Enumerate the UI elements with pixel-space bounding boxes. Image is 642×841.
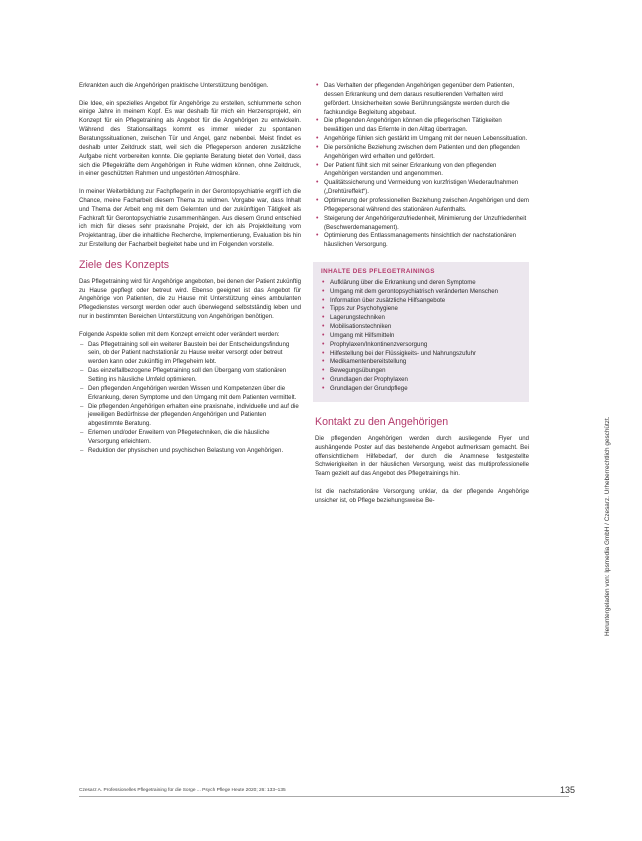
list-item: – Reduktion der physischen und psychischen Belastung von Angehörigen.: [79, 447, 301, 456]
list-item: • Medikamentenbereitstellung: [321, 358, 525, 367]
list-item: • Aufklärung über die Erkrankung und deren Symptome: [321, 279, 525, 288]
list-item: • Grundlagen der Grundpflege: [321, 385, 525, 394]
list-item: • Angehörige fühlen sich gestärkt im Umgang mit der neuen Lebenssituation.: [315, 135, 529, 144]
paragraph: Ist die nachstationäre Versorgung unklar, da der pflegende Angehörige unsicher ist, ob Pflege beziehungsweise Be-: [315, 487, 529, 504]
download-note: Heruntergeladen von: Ipsmedia GmbH / Czesarz. Urheberrechtlich geschützt.: [604, 416, 611, 636]
list-item: • Das Verhalten der pflegenden Angehörigen gegenüber dem Patienten, dessen Erkrankung und dem daraus resultierenden Verhalten wird gefördert. Unsicherheiten sowie Berührungsängste werden durch die fachkundige Begleitung abgebaut.: [315, 82, 529, 117]
paragraph: Die pflegenden Angehörigen werden durch ausliegende Flyer und aushängende Poster auf das bestehende Angebot aufmerksam gemacht. Bei offensichtlichem Hilfebedarf, der durch die Anamnese festgestellte Schwierigkeiten in der häuslichen Versorgung, weist das multiprofessionelle Team gezielt auf das Angebot des Pflegetrainings hin.: [315, 434, 529, 478]
list-item: – Erlernen und/oder Erweitern von Pflegetechniken, die die häusliche Versorgung erleichtern.: [79, 429, 301, 447]
aspects-list-continued: [315, 82, 529, 250]
page-number: 135: [560, 785, 576, 795]
list-item: • Lagerungstechniken: [321, 314, 525, 323]
list-item: – Den pflegenden Angehörigen werden Wissen und Kompetenzen über die Erkrankung, deren Symptome und den Umgang mit dem Patienten vermittelt.: [79, 385, 301, 403]
section-heading-contact: Kontakt zu den Angehörigen: [315, 415, 449, 428]
list-item: • Der Patient fühlt sich mit seiner Erkrankung von den pflegenden Angehörigen verstanden und angenommen.: [315, 162, 529, 180]
section-heading-goals: Ziele des Konzepts: [79, 258, 170, 271]
list-item: • Umgang mit Hilfsmitteln: [321, 332, 525, 341]
list-item: • Bewegungsübungen: [321, 367, 525, 376]
paragraph: Folgende Aspekte sollen mit dem Konzept erreicht oder verändert werden:: [79, 330, 280, 338]
list-item: • Mobilisationstechniken: [321, 323, 525, 332]
list-item: • Steigerung der Angehörigenzufriedenheit, Minimierung der Unzufriedenheit (Beschwerdemanagement).: [315, 215, 529, 233]
list-item: • Qualitätssicherung und Vermeidung von kurzfristigen Wiederaufnahmen („Drehtüreffekt“).: [315, 179, 529, 197]
paragraph: Die Idee, ein spezielles Angebot für Angehörige zu erstellen, schlummerte schon einige Jahre in meinem Kopf. Es war deshalb für mich ein Herzensprojekt, ein Konzept für ein Pflegetraining als Angebot für die Angehörigen zu entwickeln. Während des Stationsalltags kommt es immer wieder zu spontanen Beratungssituationen, zwischen Tür und Angel, ganz nebenbei. Meist findet es deshalb unter Zeitdruck statt, weil sich die Pflegeperson anderen zusätzliche Aufgabe nicht vorbereiten konnte. Die geplante Beratung bietet den Vorteil, dass sich die Pflegekräfte dem Angehörigen in Ruhe widmen können, ohne Zeitdruck, in einer geschützten Rahmen und ungestörten Atmosphäre.: [79, 99, 301, 178]
list-item: • Hilfestellung bei der Flüssigkeits- und Nahrungszufuhr: [321, 350, 525, 359]
training-contents-list: [321, 279, 525, 394]
list-item: • Die pflegenden Angehörigen können die pflegerischen Tätigkeiten bewältigen und das Erlernte in den Alltag übertragen.: [315, 117, 529, 135]
list-item: • Optimierung der professionellen Beziehung zwischen Angehörigen und dem Pflegepersonal während des stationären Aufenthalts.: [315, 197, 529, 215]
list-item: • Umgang mit dem gerontopsychiatrisch veränderten Menschen: [321, 288, 525, 297]
left-column: [79, 82, 301, 456]
training-contents-box: [313, 262, 529, 402]
right-column: [315, 82, 529, 514]
paragraph: In meiner Weiterbildung zur Fachpflegerin in der Gerontopsychiatrie ergriff ich die Chance, meine Facharbeit diesem Thema zu widmen. Vorgabe war, dass Inhalt und Thema der Arbeit eng mit dem Gelernten und der zukünftigen Tätigkeit als Fachkraft für Gerontopsychiatrie zusammenhängen. Aus diesem Grund entschied ich mich für dieses sehr praxisnahe Projekt, der ich als Projektleitung vom Projektantrag, über die inhaltliche Recherche, Implementierung, Evaluation bis hin zur Erstellung der Facharbeit begleitet habe und im Folgenden vorstelle.: [79, 188, 301, 249]
paragraph: Das Pflegetraining wird für Angehörige angeboten, bei denen der Patient zukünftig zu Hause gepflegt oder betreut wird. Ebenso geeignet ist das Angebot für Angehörige von Patienten, die zu Hause mit Unterstützung eines ambulanten Pflegedienstes versorgt werden oder auch überwiegend selbstständig leben und nur in bestimmten Bereichen Unterstützung von Angehörigen benötigen.: [79, 277, 301, 321]
list-item: – Das Pflegetraining soll ein weiterer Baustein bei der Entscheidungsfindung sein, ob der Patient nachstationär zu Hause weiter versorgt oder betreut werden kann oder zukünftig im Pflegeheim lebt.: [79, 341, 301, 368]
aspects-list: [79, 341, 301, 456]
paragraph: Erkrankten auch die Angehörigen praktische Unterstützung benötigen.: [79, 82, 269, 89]
footer-citation: Czesarz A. Professionelles Pflegetraining für die Sorge ... Psych Pflege Heute 2020; 26: 133–135: [79, 788, 286, 793]
list-item: • Information über zusätzliche Hilfsangebote: [321, 297, 525, 306]
footer-rule: [79, 796, 569, 797]
list-item: – Das einzelfallbezogene Pflegetraining soll den Übergang vom stationären Setting ins häusliche Umfeld optimieren.: [79, 367, 301, 385]
list-item: • Grundlagen der Prophylaxen: [321, 376, 525, 385]
list-item: • Tipps zur Psychohygiene: [321, 305, 525, 314]
list-item: • Optimierung des Entlassmanagements hinsichtlich der nachstationären häuslichen Versorgung.: [315, 232, 529, 250]
list-item: • Prophylaxen/Inkontinenzversorgung: [321, 341, 525, 350]
box-title: INHALTE DES PFLEGETRAININGS: [321, 268, 435, 276]
list-item: • Die persönliche Beziehung zwischen dem Patienten und den pflegenden Angehörigen wird erhalten und gefördert.: [315, 144, 529, 162]
list-item: – Die pflegenden Angehörigen erhalten eine praxisnahe, individuelle und auf die jeweiligen Bedürfnisse der pflegenden Angehörigen und Patienten abgestimmte Beratung.: [79, 403, 301, 430]
